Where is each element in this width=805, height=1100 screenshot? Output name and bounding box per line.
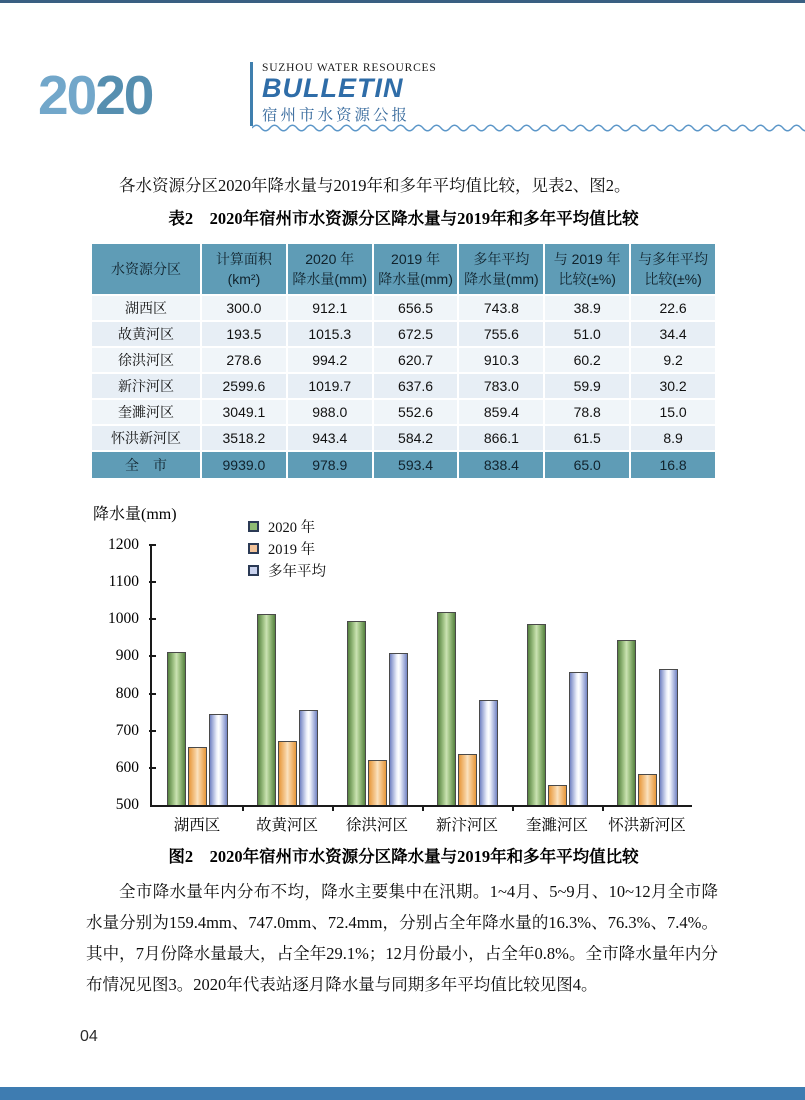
table-cell: 78.8 [545, 400, 629, 424]
table-header-row [92, 244, 715, 294]
bar-2019 年-新汴河区 [458, 754, 477, 805]
legend-item [248, 515, 326, 537]
bar-多年平均-新汴河区 [479, 700, 498, 805]
table-cell: 783.0 [459, 374, 543, 398]
y-tick-label: 800 [115, 684, 139, 702]
table-cell: 193.5 [202, 322, 286, 346]
table-cell: 徐洪河区 [92, 348, 200, 372]
legend-label: 多年平均 [268, 563, 326, 580]
table-total-cell: 838.4 [459, 452, 543, 478]
chart-plot-area [150, 545, 692, 834]
table-cell: 637.6 [374, 374, 458, 398]
table-cell: 故黄河区 [92, 322, 200, 346]
wave-divider [252, 123, 805, 133]
column-header: 水资源分区 [92, 244, 200, 294]
y-tick-mark [149, 730, 156, 732]
table-cell: 672.5 [374, 322, 458, 346]
masthead-titles [262, 62, 437, 125]
y-tick-label: 1200 [108, 536, 139, 553]
table-cell: 59.9 [545, 374, 629, 398]
bar-2019 年-故黄河区 [278, 741, 297, 805]
table-cell: 38.9 [545, 296, 629, 320]
bar-2020 年-湖西区 [167, 652, 186, 805]
y-tick-mark [149, 581, 156, 583]
y-tick-mark [149, 767, 156, 769]
bar-2019 年-徐洪河区 [368, 760, 387, 805]
table-cell: 1019.7 [288, 374, 372, 398]
column-header: 2019 年 降水量(mm) [374, 244, 458, 294]
table-cell: 湖西区 [92, 296, 200, 320]
x-tick-mark [602, 805, 604, 811]
table-cell: 859.4 [459, 400, 543, 424]
masthead-divider [250, 62, 253, 126]
table-cell: 988.0 [288, 400, 372, 424]
x-tick-mark [512, 805, 514, 811]
table-cell: 1015.3 [288, 322, 372, 346]
table-cell: 552.6 [374, 400, 458, 424]
table-cell: 943.4 [288, 426, 372, 450]
table-body [92, 296, 715, 478]
table-total-cell: 9939.0 [202, 452, 286, 478]
chart-y-axis-label: 降水量(mm) [93, 506, 177, 523]
x-tick-mark [332, 805, 334, 811]
legend-swatch-icon [248, 565, 259, 576]
logo-year-2020 [38, 64, 153, 126]
page-bottom-rule [0, 1087, 805, 1100]
masthead-title-cn: 宿州市水资源公报 [262, 107, 411, 125]
y-tick-label: 1000 [108, 610, 139, 628]
bar-2020 年-奎濉河区 [527, 624, 546, 805]
y-tick-mark [149, 618, 156, 620]
table-cell: 51.0 [545, 322, 629, 346]
y-tick-label: 700 [115, 721, 139, 739]
x-tick-label: 湖西区 [173, 817, 221, 834]
table-row [92, 426, 715, 450]
table-cell: 3518.2 [202, 426, 286, 450]
legend-label: 2020 年 [268, 519, 316, 536]
page-top-rule [0, 0, 805, 3]
table-row [92, 296, 715, 320]
table-total-cell: 全 市 [92, 452, 200, 478]
table-cell: 8.9 [631, 426, 715, 450]
x-tick-mark [422, 805, 424, 811]
column-header: 与 2019 年 比较(±%) [545, 244, 629, 294]
y-tick-mark [149, 693, 156, 695]
masthead-title-en: BULLETIN [262, 73, 404, 103]
table-cell: 743.8 [459, 296, 543, 320]
y-tick-label: 1100 [108, 573, 139, 591]
bar-2020 年-怀洪新河区 [617, 640, 636, 805]
table-row [92, 374, 715, 398]
table-cell: 9.2 [631, 348, 715, 372]
precipitation-table [90, 242, 717, 480]
table-cell: 866.1 [459, 426, 543, 450]
column-header: 计算面积 (km²) [202, 244, 286, 294]
table-cell: 34.4 [631, 322, 715, 346]
masthead-subtitle-en: SUZHOU WATER RESOURCES [262, 62, 437, 74]
table-cell: 755.6 [459, 322, 543, 346]
bar-多年平均-故黄河区 [299, 710, 318, 805]
y-tick-mark [149, 655, 156, 657]
table-total-cell: 978.9 [288, 452, 372, 478]
table-cell: 奎濉河区 [92, 400, 200, 424]
bar-2020 年-新汴河区 [437, 612, 456, 805]
y-tick-mark [149, 544, 156, 546]
table-cell: 61.5 [545, 426, 629, 450]
x-tick-label: 怀洪新河区 [608, 817, 686, 834]
table-head [92, 244, 715, 294]
y-tick-label: 600 [115, 758, 139, 776]
logo-year-second: 20 [95, 64, 153, 126]
table-cell: 22.6 [631, 296, 715, 320]
table-total-cell: 65.0 [545, 452, 629, 478]
x-tick-mark [242, 805, 244, 811]
legend-item [248, 537, 326, 559]
bar-多年平均-湖西区 [209, 714, 228, 805]
intro-paragraph: 各水资源分区2020年降水量与2019年和多年平均值比较，见表2、图2。 [119, 176, 631, 195]
bar-多年平均-怀洪新河区 [659, 669, 678, 805]
table-cell: 3049.1 [202, 400, 286, 424]
table-cell: 新汴河区 [92, 374, 200, 398]
table-cell: 怀洪新河区 [92, 426, 200, 450]
x-tick-label: 奎濉河区 [525, 817, 588, 834]
table-total-row [92, 452, 715, 478]
table-total-cell: 593.4 [374, 452, 458, 478]
logo-year-first: 20 [38, 64, 96, 126]
x-tick-label: 徐洪河区 [345, 817, 408, 834]
column-header: 多年平均 降水量(mm) [459, 244, 543, 294]
bar-2019 年-奎濉河区 [548, 785, 567, 805]
column-header: 2020 年 降水量(mm) [288, 244, 372, 294]
y-tick-label: 500 [115, 796, 139, 813]
chart-legend [248, 515, 326, 581]
x-tick-label: 新汴河区 [435, 817, 498, 834]
bar-多年平均-徐洪河区 [389, 653, 408, 805]
precipitation-bar-chart [85, 495, 715, 840]
legend-swatch-icon [248, 521, 259, 532]
table-cell: 656.5 [374, 296, 458, 320]
legend-swatch-icon [248, 543, 259, 554]
body-paragraph: 全市降水量年内分布不均，降水主要集中在汛期。1~4月、5~9月、10~12月全市降水量分别为159.4mm、747.0mm、72.4mm，分别占全年降水量的16.3%、76.3%、7.4%。其中，7月份降水量最大，占全年29.1%；12月份最小，占全年0.8%。全市降水量年内分布情况见图3。2020年代表站逐月降水量与同期多年平均值比较见图4。 [86, 882, 718, 994]
bar-2020 年-徐洪河区 [347, 621, 366, 805]
table-cell: 994.2 [288, 348, 372, 372]
bar-多年平均-奎濉河区 [569, 672, 588, 805]
y-tick-label: 900 [115, 647, 139, 665]
bar-2020 年-故黄河区 [257, 614, 276, 805]
figure-caption: 图2 2020年宿州市水资源分区降水量与2019年和多年平均值比较 [168, 847, 639, 866]
masthead [38, 60, 768, 135]
table-cell: 300.0 [202, 296, 286, 320]
legend-item [248, 559, 326, 581]
bar-2019 年-怀洪新河区 [638, 774, 657, 805]
table-cell: 620.7 [374, 348, 458, 372]
table-row [92, 322, 715, 346]
table-cell: 910.3 [459, 348, 543, 372]
table-cell: 30.2 [631, 374, 715, 398]
x-tick-label: 故黄河区 [255, 817, 318, 834]
table-cell: 60.2 [545, 348, 629, 372]
table-title: 表2 2020年宿州市水资源分区降水量与2019年和多年平均值比较 [168, 209, 639, 228]
table-row [92, 400, 715, 424]
legend-label: 2019 年 [268, 541, 316, 558]
bar-2019 年-湖西区 [188, 747, 207, 805]
table-total-cell: 16.8 [631, 452, 715, 478]
page-number: 04 [80, 1028, 98, 1045]
table-cell: 912.1 [288, 296, 372, 320]
table-cell: 2599.6 [202, 374, 286, 398]
table-row [92, 348, 715, 372]
table-cell: 584.2 [374, 426, 458, 450]
column-header: 与多年平均 比较(±%) [631, 244, 715, 294]
table-cell: 278.6 [202, 348, 286, 372]
table-cell: 15.0 [631, 400, 715, 424]
